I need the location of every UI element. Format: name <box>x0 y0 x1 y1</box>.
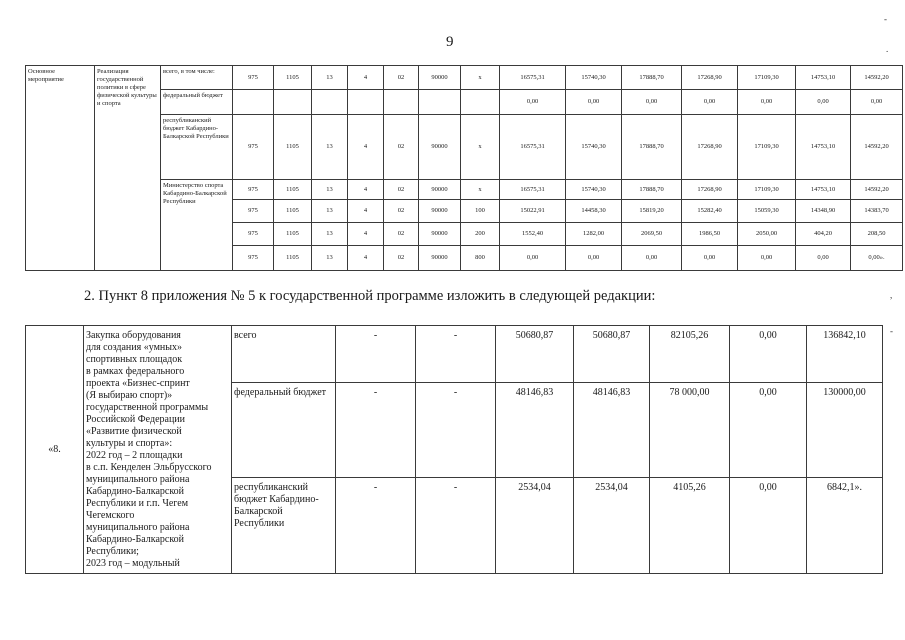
code-cell: 4 <box>348 223 384 246</box>
description-line: Кабардино-Балкарской <box>86 486 185 497</box>
amount-cell: 14592,20 <box>851 115 903 180</box>
amount-cell: - <box>336 383 416 477</box>
amount-cell: 50680,87 <box>574 326 650 383</box>
margin-mark: - <box>884 14 887 24</box>
code-cell: 975 <box>233 115 274 180</box>
amount-cell: 14592,20 <box>851 66 903 90</box>
amount-cell: 0,00». <box>851 246 903 271</box>
amount-cell: - <box>336 326 416 383</box>
code-cell: 02 <box>384 246 419 271</box>
funding-source-cell: федеральный бюджет <box>161 90 233 115</box>
code-cell: 90000 <box>419 66 461 90</box>
amount-cell: 82105,26 <box>650 326 730 383</box>
amount-cell: 78 000,00 <box>650 383 730 477</box>
description-line: Кабардино-Балкарской <box>86 534 185 545</box>
budget-table-continued <box>25 65 903 271</box>
description-line: Республики; <box>86 546 139 557</box>
code-cell: 13 <box>312 180 348 200</box>
description-line: в рамках федерального <box>86 366 185 377</box>
amount-cell: - <box>416 383 496 477</box>
description-line: муниципального района <box>86 522 190 533</box>
code-cell: 4 <box>348 246 384 271</box>
code-cell: 02 <box>384 115 419 180</box>
description-line: спортивных площадок <box>86 354 183 365</box>
ministry-cell: Министерство спорта Кабардино-Балкарской Республики <box>161 180 233 271</box>
amount-cell: 0,00 <box>566 90 622 115</box>
code-cell: 13 <box>312 66 348 90</box>
amount-cell: 0,00 <box>682 246 738 271</box>
code-cell: 02 <box>384 200 419 223</box>
code-cell: 90000 <box>419 115 461 180</box>
amount-cell: 48146,83 <box>574 383 650 477</box>
table-row <box>26 66 903 90</box>
amount-cell: 15819,20 <box>622 200 682 223</box>
amount-cell: 0,00 <box>622 246 682 271</box>
amount-cell: 0,00 <box>730 383 807 477</box>
amount-cell: 14383,70 <box>851 200 903 223</box>
page-number: 9 <box>446 34 454 50</box>
code-cell: 975 <box>233 66 274 90</box>
amount-cell: 1986,50 <box>682 223 738 246</box>
code-cell: 200 <box>461 223 500 246</box>
code-cell <box>312 90 348 115</box>
code-cell <box>233 90 274 115</box>
code-cell <box>274 90 312 115</box>
amount-cell: 15740,30 <box>566 115 622 180</box>
code-cell: 02 <box>384 180 419 200</box>
amount-cell: 17268,90 <box>682 115 738 180</box>
amount-cell: 0,00 <box>730 326 807 383</box>
amount-cell: 130000,00 <box>807 383 883 477</box>
code-cell: 90000 <box>419 200 461 223</box>
description-line: «Развитие физической <box>86 426 182 437</box>
amount-cell: 0,00 <box>738 246 796 271</box>
code-cell: 90000 <box>419 246 461 271</box>
amount-cell: 0,00 <box>566 246 622 271</box>
amount-cell: 16575,31 <box>500 180 566 200</box>
code-cell: 1105 <box>274 246 312 271</box>
code-cell: х <box>461 115 500 180</box>
code-cell: 90000 <box>419 223 461 246</box>
funding-source-cell: республиканский бюджет Кабардино-Балкарской Республики <box>232 477 336 573</box>
code-cell: 1105 <box>274 66 312 90</box>
code-cell: 800 <box>461 246 500 271</box>
amount-cell: 1552,40 <box>500 223 566 246</box>
code-cell: 13 <box>312 200 348 223</box>
amount-cell: 0,00 <box>730 477 807 573</box>
table-row <box>26 326 883 383</box>
code-cell: 13 <box>312 223 348 246</box>
amount-cell: - <box>336 477 416 573</box>
amount-cell: 15740,30 <box>566 180 622 200</box>
amount-cell: 0,00 <box>500 246 566 271</box>
description-line: проекта «Бизнес-спринт <box>86 378 190 389</box>
margin-mark: . <box>886 44 889 54</box>
margin-mark: - <box>890 326 893 336</box>
amount-cell: 48146,83 <box>496 383 574 477</box>
code-cell: х <box>461 180 500 200</box>
description-line: культуры и спорта»: <box>86 438 173 449</box>
amount-cell: 15282,40 <box>682 200 738 223</box>
item-number-cell: «8. <box>26 326 84 574</box>
amount-cell: 404,20 <box>796 223 851 246</box>
amount-cell: 14592,20 <box>851 180 903 200</box>
amount-cell: 14753,10 <box>796 180 851 200</box>
amount-cell: 136842,10 <box>807 326 883 383</box>
code-cell: 975 <box>233 180 274 200</box>
amount-cell: 0,00 <box>796 90 851 115</box>
measure-name-cell: Реализация государственной политики в сфере физической культуры и спорта <box>95 66 161 271</box>
code-cell: 02 <box>384 223 419 246</box>
amount-cell: 17268,90 <box>682 66 738 90</box>
item-description-cell <box>84 326 232 574</box>
code-cell: 13 <box>312 246 348 271</box>
amount-cell: 2534,04 <box>496 477 574 573</box>
description-line: для создания «умных» <box>86 342 182 353</box>
amount-cell: 4105,26 <box>650 477 730 573</box>
amount-cell: 17268,90 <box>682 180 738 200</box>
code-cell: 1105 <box>274 115 312 180</box>
code-cell <box>384 90 419 115</box>
amount-cell: 2534,04 <box>574 477 650 573</box>
code-cell: 100 <box>461 200 500 223</box>
amount-cell: 15059,30 <box>738 200 796 223</box>
amount-cell: 16575,31 <box>500 66 566 90</box>
amount-cell: 17888,70 <box>622 115 682 180</box>
code-cell: 975 <box>233 200 274 223</box>
code-cell <box>419 90 461 115</box>
amount-cell: 17888,70 <box>622 180 682 200</box>
amount-cell: 14753,10 <box>796 115 851 180</box>
code-cell: 4 <box>348 66 384 90</box>
description-line: 2023 год – модульный <box>86 558 180 569</box>
amount-cell: 2050,00 <box>738 223 796 246</box>
amount-cell: 17888,70 <box>622 66 682 90</box>
code-cell: 975 <box>233 223 274 246</box>
amount-cell: 0,00 <box>796 246 851 271</box>
item-8-table <box>25 325 883 574</box>
amount-cell: 14753,10 <box>796 66 851 90</box>
amount-cell: 0,00 <box>682 90 738 115</box>
amount-cell: 1282,00 <box>566 223 622 246</box>
amount-cell: 0,00 <box>851 90 903 115</box>
description-line: муниципального района <box>86 474 190 485</box>
description-line: в с.п. Кенделен Эльбрусского <box>86 462 212 473</box>
description-line: 2022 год – 2 площадки <box>86 450 183 461</box>
amount-cell: 16575,31 <box>500 115 566 180</box>
amount-cell: 208,50 <box>851 223 903 246</box>
section-heading: 2. Пункт 8 приложения № 5 к государственной программе изложить в следующей редакции: <box>84 288 656 304</box>
amount-cell: 50680,87 <box>496 326 574 383</box>
amount-cell: 14458,30 <box>566 200 622 223</box>
code-cell: 4 <box>348 115 384 180</box>
code-cell: 4 <box>348 200 384 223</box>
code-cell: 4 <box>348 180 384 200</box>
description-line: государственной программы <box>86 402 209 413</box>
code-cell <box>348 90 384 115</box>
description-line: Чегемского <box>86 510 135 521</box>
description-line: Российской Федерации <box>86 414 186 425</box>
amount-cell: 2069,50 <box>622 223 682 246</box>
code-cell <box>461 90 500 115</box>
funding-source-cell: федеральный бюджет <box>232 383 336 477</box>
amount-cell: 0,00 <box>500 90 566 115</box>
code-cell: х <box>461 66 500 90</box>
code-cell: 1105 <box>274 223 312 246</box>
measure-type-cell: Основное мероприятие <box>26 66 95 271</box>
code-cell: 975 <box>233 246 274 271</box>
amount-cell: 17109,30 <box>738 66 796 90</box>
code-cell: 13 <box>312 115 348 180</box>
code-cell: 02 <box>384 66 419 90</box>
code-cell: 90000 <box>419 180 461 200</box>
amount-cell: - <box>416 477 496 573</box>
amount-cell: 0,00 <box>738 90 796 115</box>
amount-cell: 0,00 <box>622 90 682 115</box>
code-cell: 1105 <box>274 180 312 200</box>
description-line: (Я выбираю спорт)» <box>86 390 173 401</box>
amount-cell: 17109,30 <box>738 180 796 200</box>
description-line: Республики и г.п. Чегем <box>86 498 189 509</box>
funding-source-cell: всего <box>232 326 336 383</box>
amount-cell: 17109,30 <box>738 115 796 180</box>
funding-source-cell: республиканский бюджет Кабардино-Балкарской Республики <box>161 115 233 180</box>
description-line: Закупка оборудования <box>86 330 181 341</box>
amount-cell: 14348,90 <box>796 200 851 223</box>
code-cell: 1105 <box>274 200 312 223</box>
amount-cell: - <box>416 326 496 383</box>
funding-source-cell: всего, в том числе: <box>161 66 233 90</box>
amount-cell: 15022,91 <box>500 200 566 223</box>
margin-mark: , <box>890 290 893 300</box>
amount-cell: 6842,1». <box>807 477 883 573</box>
amount-cell: 15740,30 <box>566 66 622 90</box>
